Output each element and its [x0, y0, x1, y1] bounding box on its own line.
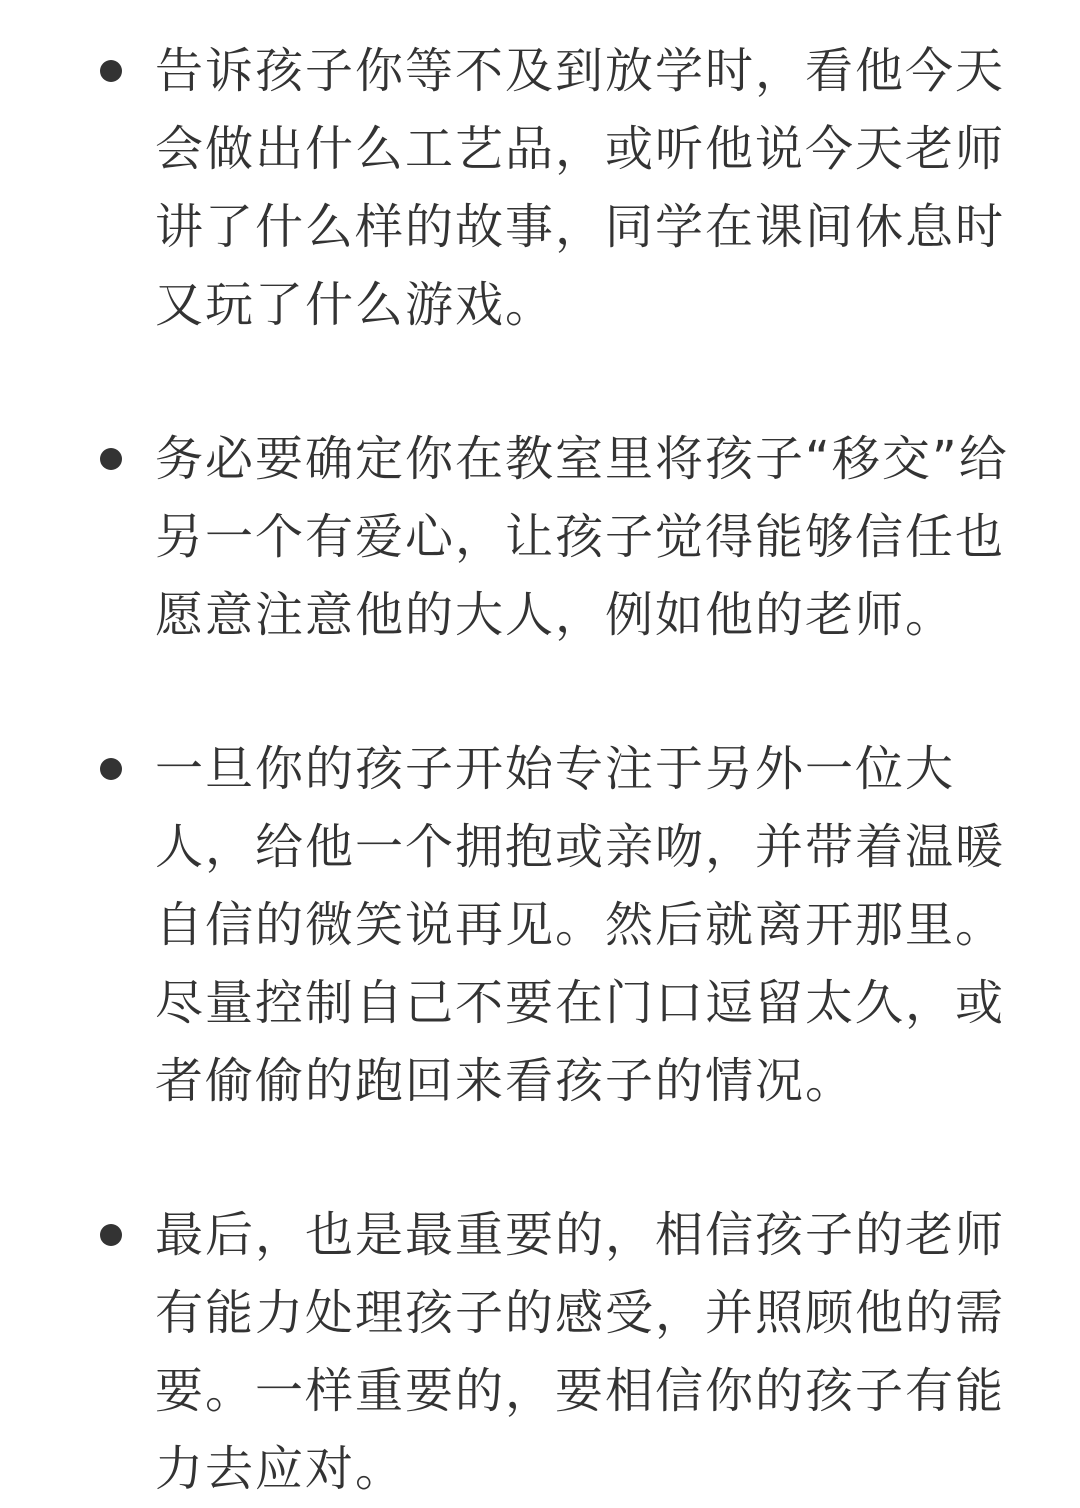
bullet-dot-icon: [100, 1224, 122, 1246]
list-item-text: 告诉孩子你等不及到放学时，看他今天会做出什么工艺品，或听他说今天老师讲了什么样的故事，同学在课间休息时又玩了什么游戏。: [155, 43, 1006, 333]
list-item-text: 最后，也是最重要的，相信孩子的老师有能力处理孩子的感受，并照顾他的需要。一样重要的，要相信你的孩子有能力去应对。: [155, 1207, 1006, 1497]
bullet-dot-icon: [100, 758, 122, 780]
list-item-text: 一旦你的孩子开始专注于另外一位大人，给他一个拥抱或亲吻，并带着温暖自信的微笑说再见。然后就离开那里。尽量控制自己不要在门口逗留太久，或者偷偷的跑回来看孩子的情况。: [155, 741, 1006, 1109]
bullet-dot-icon: [100, 448, 122, 470]
bullet-dot-icon: [100, 60, 122, 82]
list-item-text: 务必要确定你在教室里将孩子“移交”给另一个有爱心，让孩子觉得能够信任也愿意注意他的大人，例如他的老师。: [155, 431, 1009, 643]
